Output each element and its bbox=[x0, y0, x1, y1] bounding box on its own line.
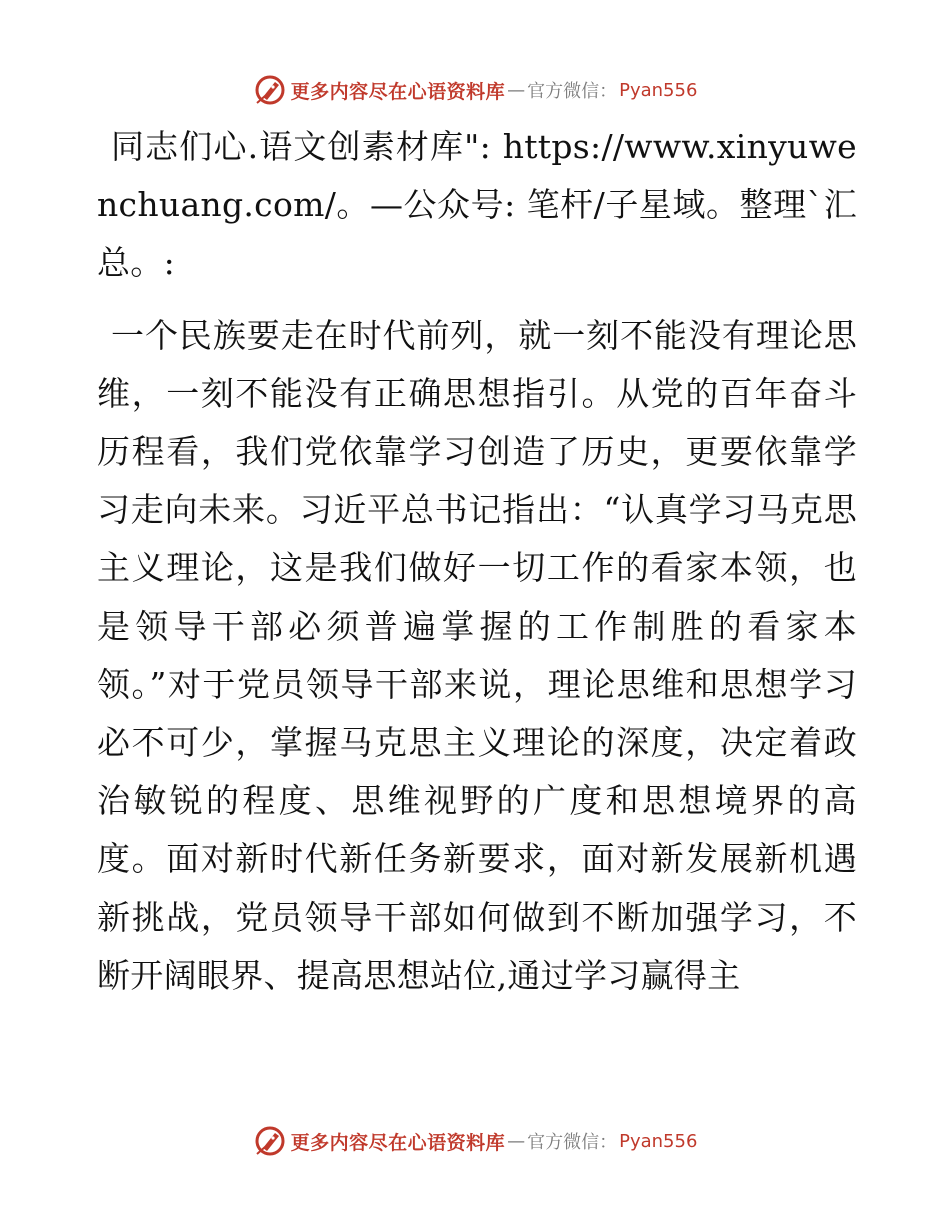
header-banner bbox=[0, 70, 950, 110]
banner-contact-id: Pyan556 bbox=[619, 79, 698, 101]
footer-banner bbox=[0, 1121, 950, 1161]
banner-dash: — bbox=[507, 79, 526, 101]
intro-paragraph: 同志们心.语文创素材库": https://www.xinyuwenchuang.com/。—公众号: 笔杆/子星域。整理`汇总。: bbox=[97, 127, 857, 283]
pen-logo-icon bbox=[253, 1124, 287, 1158]
banner-brand-text: 更多内容尽在心语资料库 bbox=[290, 1131, 506, 1154]
document-body bbox=[97, 118, 857, 1005]
banner-brand-text: 更多内容尽在心语资料库 bbox=[290, 80, 506, 103]
banner-contact-label: 官方微信： bbox=[527, 1132, 618, 1153]
banner-contact-id: Pyan556 bbox=[619, 1130, 698, 1152]
banner-dash: — bbox=[507, 1130, 526, 1152]
banner-contact-label: 官方微信： bbox=[527, 81, 618, 102]
pen-logo-icon bbox=[253, 73, 287, 107]
body-paragraph: 一个民族要走在时代前列，就一刻不能没有理论思维，一刻不能没有正确思想指引。从党的百年奋斗历程看，我们党依靠学习创造了历史，更要依靠学习走向未来。习近平总书记指出：“认真学习马克思主义理论，这是我们做好一切工作的看家本领，也是领导干部必须普遍掌握的工作制胜的看家本领。”对于党员领导干部来说，理论思维和思想学习必不可少，掌握马克思主义理论的深度，决定着政治敏锐的程度、思维视野的广度和思想境界的高度。面对新时代新任务新要求，面对新发展新机遇新挑战，党员领导干部如何做到不断加强学习，不断开阔眼界、提高思想站位,通过学习赢得主 bbox=[97, 315, 857, 995]
